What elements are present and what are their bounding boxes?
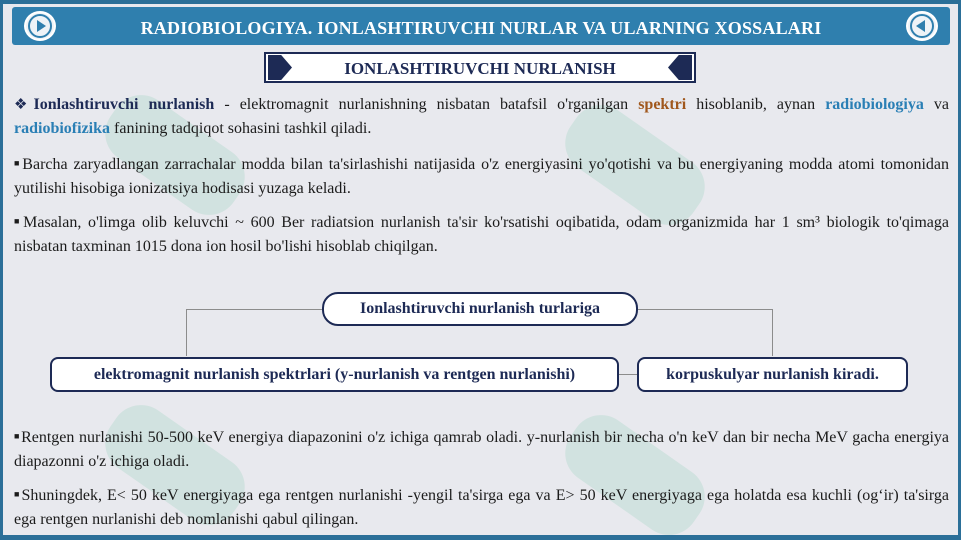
- diagram-right-label: korpuskulyar nurlanish kiradi.: [666, 366, 879, 383]
- term-radiobiology: radiobiologiya: [825, 96, 924, 113]
- section-heading: [264, 52, 696, 83]
- paragraph-text: Barcha zaryadlangan zarrachalar modda bilan ta'sirlashishi natijasida o'z energiyasini yo'qotishi va bu energiyaning modda atomi tomonidan yutilishi hisobiga ionizatsiya hodisasi yuzaga keladi.: [14, 156, 950, 197]
- section-heading-text: IONLASHTIRUVCHI NURLANISH: [344, 59, 616, 78]
- next-slide-button[interactable]: [906, 11, 938, 41]
- term-ionizing-radiation: Ionlashtiruvchi nurlanish: [33, 96, 215, 113]
- paragraph-example: [14, 209, 949, 259]
- title-bar: [12, 7, 950, 45]
- term-spectrum: spektri: [638, 96, 687, 113]
- square-bullet-icon: ■: [14, 489, 21, 499]
- paragraph-text: fanining tadqiqot sohasini tashkil qiladi.: [110, 120, 372, 137]
- square-bullet-icon: ■: [14, 431, 21, 441]
- triangle-right-icon: [268, 55, 292, 80]
- diagram-right-node: [637, 357, 908, 392]
- square-bullet-icon: ■: [14, 216, 23, 226]
- diagram-connector: [772, 309, 773, 356]
- paragraph-definition: [14, 93, 949, 141]
- frame-top: [0, 0, 961, 4]
- paragraph-text: - elektromagnit nurlanishning nisbatan batafsil o'rganilgan: [214, 96, 639, 113]
- diamond-bullet-icon: ❖: [14, 97, 34, 113]
- frame-left: [0, 0, 3, 540]
- square-bullet-icon: ■: [14, 158, 22, 168]
- paragraph-xray-types: [14, 482, 949, 532]
- diagram-left-node: [50, 357, 619, 392]
- paragraph-text: Rentgen nurlanishi 50-500 keV energiya diapazonini o'z ichiga qamrab oladi. y-nurlanish bir necha o'n keV dan bir necha MeV gacha energiya diapazonni o'z ichiga oladi.: [14, 429, 949, 470]
- diagram-connector: [186, 309, 324, 310]
- diagram-connector: [186, 309, 187, 356]
- paragraph-text: va: [923, 96, 950, 113]
- triangle-left-icon: [668, 55, 692, 80]
- paragraph-text: Shuningdek, E< 50 keV energiyaga ega rentgen nurlanishi -yengil ta'sirga ega va E> 50 keV energiyaga ega holatda esa kuchli (og‘ir) ta'sirga ega rentgen nurlanishi deb nomlanishi qabul qilingan.: [14, 487, 950, 528]
- diagram-root: [322, 292, 638, 326]
- paragraph-xray-range: [14, 424, 949, 474]
- prev-slide-button[interactable]: [24, 11, 56, 41]
- term-radiobiophysics: radiobiofizika: [14, 120, 111, 137]
- play-right-icon: [908, 13, 936, 39]
- paragraph-text: Masalan, o'limga olib keluvchi ~ 600 Ber radiatsion nurlanish ta'sir ko'rsatishi oqibatida, odam organizmida har 1 sm³ biologik to'qimaga nisbatan taxminan 1015 dona ion hosil bo'lishi hisoblab chiqilgan.: [14, 214, 950, 255]
- diagram-root-label: Ionlashtiruvchi nurlanish turlariga: [359, 300, 601, 317]
- frame-bottom: [0, 535, 961, 540]
- paragraph-ionization: [14, 151, 949, 201]
- diagram-connector: [618, 374, 638, 375]
- slide-title: RADIOBIOLOGIYA. IONLASHTIRUVCHI NURLAR VA ULARNING XOSSALARI: [140, 18, 822, 38]
- diagram-connector: [637, 309, 773, 310]
- paragraph-text: hisoblanib, aynan: [686, 96, 826, 113]
- play-left-icon: [26, 13, 54, 39]
- diagram-left-label: elektromagnit nurlanish spektrlari (y-nurlanish va rentgen nurlanishi): [93, 366, 576, 383]
